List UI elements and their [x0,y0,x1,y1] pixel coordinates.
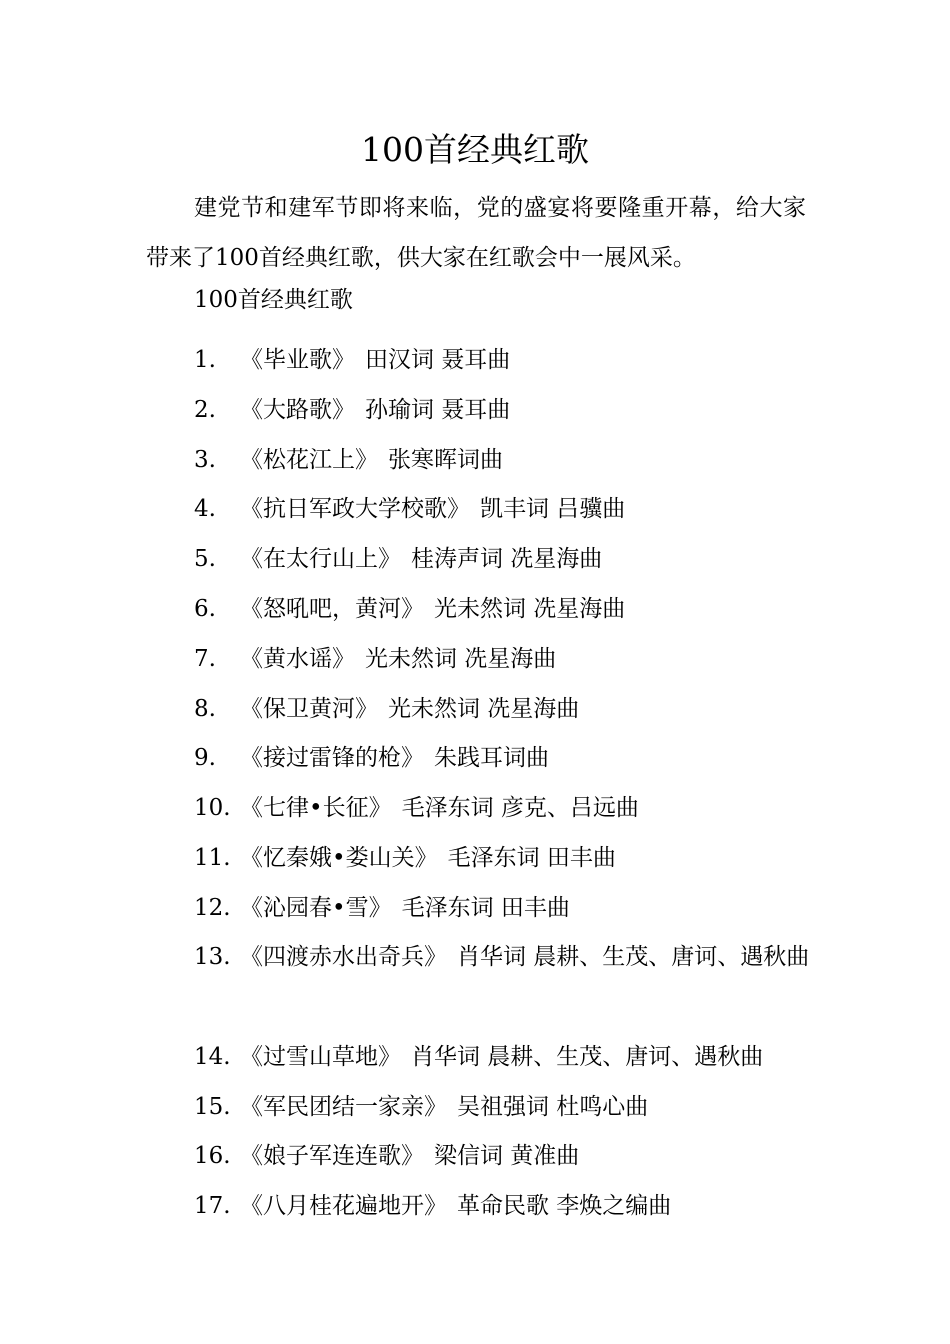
song-credit: 毛泽东词 田丰曲 [447,845,616,871]
song-number: 11. [194,845,231,871]
song-item [146,484,810,534]
song-title: 《七律•长征》 [240,795,392,821]
song-item [146,833,810,883]
song-title: 《大路歌》 [240,397,355,423]
song-title: 《保卫黄河》 [240,696,378,722]
song-credit: 毛泽东词 田丰曲 [401,895,570,921]
song-title: 《军民团结一家亲》 [240,1094,447,1120]
song-number: 5. [194,546,216,572]
song-number: 1. [194,347,216,373]
song-title: 《松花江上》 [240,447,378,473]
song-item [146,1032,810,1082]
song-title: 《在太行山上》 [240,546,401,572]
song-title: 《怒吼吧，黄河》 [240,596,424,622]
song-title: 《毕业歌》 [240,347,355,373]
song-credit: 吴祖强词 杜鸣心曲 [457,1094,649,1120]
song-credit: 肖华词 晨耕、生茂、唐诃、遇秋曲 [457,944,810,970]
song-item [146,684,810,734]
song-number: 14. [194,1044,231,1070]
song-credit: 毛泽东词 彦克、吕远曲 [401,795,639,821]
song-credit: 凯丰词 吕骥曲 [480,496,626,522]
song-credit: 朱践耳词曲 [434,745,549,771]
song-item [146,385,810,435]
song-number: 12. [194,895,231,921]
list-heading: 100首经典红歌 [194,287,353,313]
page-title: 100首经典红歌 [361,130,589,169]
song-title: 《忆秦娥•娄山关》 [240,845,438,871]
song-number: 9. [194,745,216,771]
song-credit: 田汉词 聂耳曲 [365,347,511,373]
song-credit: 肖华词 晨耕、生茂、唐诃、遇秋曲 [411,1044,764,1070]
song-item [146,883,810,933]
song-item [146,1181,810,1231]
song-credit: 孙瑜词 聂耳曲 [365,397,511,423]
song-number: 8. [194,696,216,722]
song-credit: 梁信词 黄准曲 [434,1143,580,1169]
song-title: 《黄水谣》 [240,646,355,672]
song-title: 《四渡赤水出奇兵》 [240,944,447,970]
song-title: 《抗日军政大学校歌》 [240,496,470,522]
song-item [146,435,810,485]
song-item [146,1082,810,1132]
song-item [146,534,810,584]
song-credit: 革命民歌 李焕之编曲 [457,1193,672,1219]
song-number: 7. [194,646,216,672]
song-title: 《八月桂花遍地开》 [240,1193,447,1219]
song-number: 15. [194,1094,231,1120]
song-credit: 光未然词 冼星海曲 [434,596,626,622]
intro-paragraph: 建党节和建军节即将来临，党的盛宴将要隆重开幕，给大家带来了100首经典红歌，供大家在红歌会中一展风采。 [146,195,806,271]
song-title: 《娘子军连连歌》 [240,1143,424,1169]
song-item [146,584,810,634]
song-item [146,634,810,684]
song-title: 《接过雷锋的枪》 [240,745,424,771]
song-number: 6. [194,596,216,622]
song-title: 《沁园春•雪》 [240,895,392,921]
song-item [146,335,810,385]
song-number: 2. [194,397,216,423]
song-number: 10. [194,795,231,821]
song-item [146,783,810,833]
song-number: 3. [194,447,216,473]
song-credit: 张寒晖词曲 [388,447,503,473]
song-credit: 光未然词 冼星海曲 [365,646,557,672]
song-credit: 光未然词 冼星海曲 [388,696,580,722]
song-number: 13. [194,944,231,970]
song-item [146,1131,810,1181]
song-item [146,733,810,783]
song-credit: 桂涛声词 冼星海曲 [411,546,603,572]
song-number: 4. [194,496,216,522]
song-number: 16. [194,1143,231,1169]
song-number: 17. [194,1193,231,1219]
song-title: 《过雪山草地》 [240,1044,401,1070]
song-item [146,932,810,982]
